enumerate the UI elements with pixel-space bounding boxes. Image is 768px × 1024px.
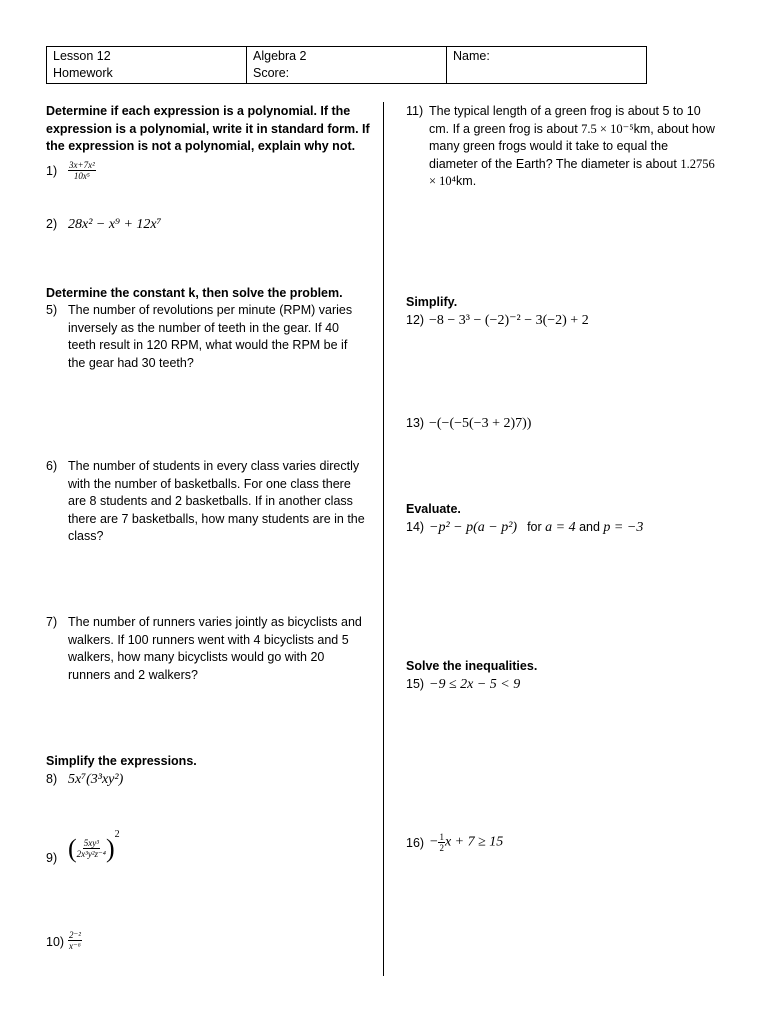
problem-14-a-value: a = 4 xyxy=(545,520,576,535)
problem-7-text: The number of runners varies jointly as bicyclists and walkers. If 100 runners went with 4 bicyclists and 5 walkers, how many bicyclists would go with 20 runners and 2 walkers? xyxy=(68,615,362,682)
problem-10 xyxy=(46,930,376,960)
problem-16-frac-numerator: 1 xyxy=(439,832,444,842)
problem-11-text-c: km. xyxy=(456,174,477,188)
problem-6 xyxy=(46,458,376,548)
section-inequalities: Solve the inequalities. xyxy=(406,659,538,673)
problem-9-number: 9) xyxy=(46,851,58,865)
problem-14 xyxy=(406,519,726,539)
header-table xyxy=(46,46,647,84)
problem-13-expression: −(−(−5(−3 + 2)7)) xyxy=(429,416,532,431)
problem-8 xyxy=(46,771,376,791)
problem-15-number: 15) xyxy=(406,677,425,691)
problem-10-fraction xyxy=(68,930,82,951)
problem-1-numerator: 3x+7x² xyxy=(69,160,95,170)
problem-11-text-a: The typical length of a green frog is about 5 to 10 cm. If a green frog is about xyxy=(429,104,701,136)
problem-10-number: 10) xyxy=(46,935,65,949)
problem-11-math-2: 1.2756 × 10⁴ xyxy=(429,156,715,188)
problem-6-number: 6) xyxy=(46,459,58,473)
problem-9-numerator: 5xy³ xyxy=(83,838,99,848)
section-simplify: Simplify. xyxy=(406,295,458,309)
problem-16-rest: x + 7 ≥ 15 xyxy=(444,834,504,850)
problem-11-text-b: km, about how many green frogs would it take to equal the diameter of the Earth? The diameter is about xyxy=(429,121,715,171)
problem-8-number: 8) xyxy=(46,772,58,786)
problem-11 xyxy=(406,103,726,193)
problem-14-expression xyxy=(429,519,729,537)
section-variation-instructions: Determine the constant k, then solve the problem. xyxy=(46,286,343,300)
score-label: Score: xyxy=(253,66,290,80)
problem-10-expression xyxy=(68,930,368,951)
section-polynomial-instructions: Determine if each expression is a polynomial. If the expression is a polynomial, write it in standard form. If the expression is not a polynomial, explain why not. xyxy=(46,104,370,153)
problem-1-expression xyxy=(68,160,368,181)
problem-1-fraction xyxy=(68,160,96,181)
problem-14-formula: −p² − p(a − p²) xyxy=(429,520,518,535)
problem-8-expression: 5x⁷(3³xy²) xyxy=(68,772,124,787)
problem-9-expression xyxy=(68,828,368,863)
problem-5-text: The number of revolutions per minute (RPM) varies inversely as the number of teeth in the gear. If 40 teeth result in 120 RPM, what would the RPM be if the gear had 30 teeth? xyxy=(68,303,353,370)
problem-9-open-paren: ( xyxy=(68,833,77,863)
problem-11-text xyxy=(429,103,719,191)
problem-1-denominator: 10x⁵ xyxy=(73,171,90,181)
problem-14-and: and xyxy=(579,520,600,534)
problem-16-minus: − xyxy=(429,834,439,850)
problem-13-number: 13) xyxy=(406,416,425,430)
problem-14-p-value: p = −3 xyxy=(603,520,644,535)
problem-9-fraction xyxy=(77,838,106,859)
problem-10-numerator: 2⁻² xyxy=(69,930,81,940)
header-lesson-cell xyxy=(47,47,247,83)
problem-15-expression: −9 ≤ 2x − 5 < 9 xyxy=(429,677,521,692)
course-label: Algebra 2 xyxy=(253,49,307,63)
problem-11-math-1: 7.5 × 10⁻⁵ xyxy=(581,121,634,136)
problem-12 xyxy=(406,312,726,332)
problem-7-number: 7) xyxy=(46,615,58,629)
problem-14-number: 14) xyxy=(406,520,425,534)
problem-7 xyxy=(46,614,376,686)
problem-2-number: 2) xyxy=(46,217,58,231)
problem-15 xyxy=(406,676,726,696)
problem-12-number: 12) xyxy=(406,313,425,327)
section-simplify-expressions: Simplify the expressions. xyxy=(46,754,197,768)
lesson-label: Lesson 12 xyxy=(53,49,111,63)
problem-10-denominator: x⁻⁶ xyxy=(69,941,81,951)
problem-5-number: 5) xyxy=(46,303,58,317)
header-course-cell xyxy=(247,47,447,83)
section-evaluate: Evaluate. xyxy=(406,502,461,516)
problem-16 xyxy=(406,832,726,858)
header-name-cell xyxy=(447,47,646,83)
problem-16-number: 16) xyxy=(406,836,425,850)
problem-12-expression: −8 − 3³ − (−2)⁻² − 3(−2) + 2 xyxy=(429,313,589,328)
homework-label: Homework xyxy=(53,66,113,80)
problem-13 xyxy=(406,415,726,435)
problem-9-close-paren: ) xyxy=(105,833,115,863)
problem-14-for: for xyxy=(527,520,542,534)
problem-2-expression: 28x² − x⁹ + 12x⁷ xyxy=(68,217,162,232)
problem-1 xyxy=(46,160,376,184)
problem-9-exponent: 2 xyxy=(114,828,120,840)
problem-16-frac-denominator: 2 xyxy=(439,843,444,853)
name-label: Name: xyxy=(453,49,490,63)
problem-1-number: 1) xyxy=(46,164,58,178)
problem-9-denominator: 2x³y²z⁻⁴ xyxy=(76,849,106,859)
problem-11-number: 11) xyxy=(406,104,424,118)
column-divider xyxy=(383,102,384,976)
problem-5 xyxy=(46,302,376,374)
problem-16-expression xyxy=(429,832,729,853)
problem-6-text: The number of students in every class varies directly with the number of basketballs. For one class there are 8 students and 2 basketballs. If in another class there are 7 basketballs, how many students are in the class? xyxy=(68,459,365,543)
problem-2 xyxy=(46,216,376,236)
problem-9 xyxy=(46,828,376,878)
